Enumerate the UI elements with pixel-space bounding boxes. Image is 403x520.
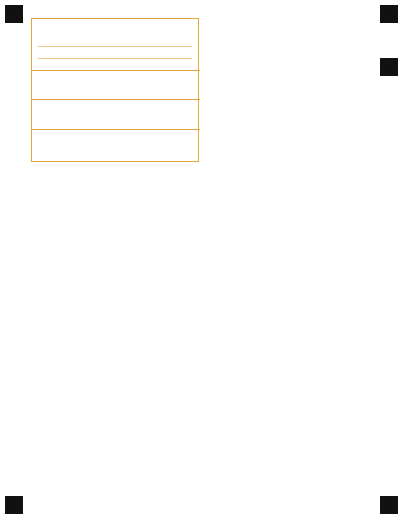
corner-mark-top-left (5, 5, 23, 23)
thumb-impression-area[interactable] (32, 129, 200, 164)
corner-mark-bottom-right (380, 496, 398, 514)
candidate-info-panel (31, 18, 371, 162)
name-write-line[interactable] (38, 58, 192, 59)
name-write-line[interactable] (38, 46, 192, 47)
candidate-name-section (31, 18, 199, 162)
corner-mark-top-right (380, 5, 398, 23)
alignment-mark-right (380, 58, 398, 76)
corner-mark-bottom-left (5, 496, 23, 514)
student-signature-area[interactable] (32, 70, 200, 100)
answer-grid (31, 165, 373, 486)
barcode (160, 490, 237, 502)
invigilator-signature-area[interactable] (32, 99, 200, 130)
